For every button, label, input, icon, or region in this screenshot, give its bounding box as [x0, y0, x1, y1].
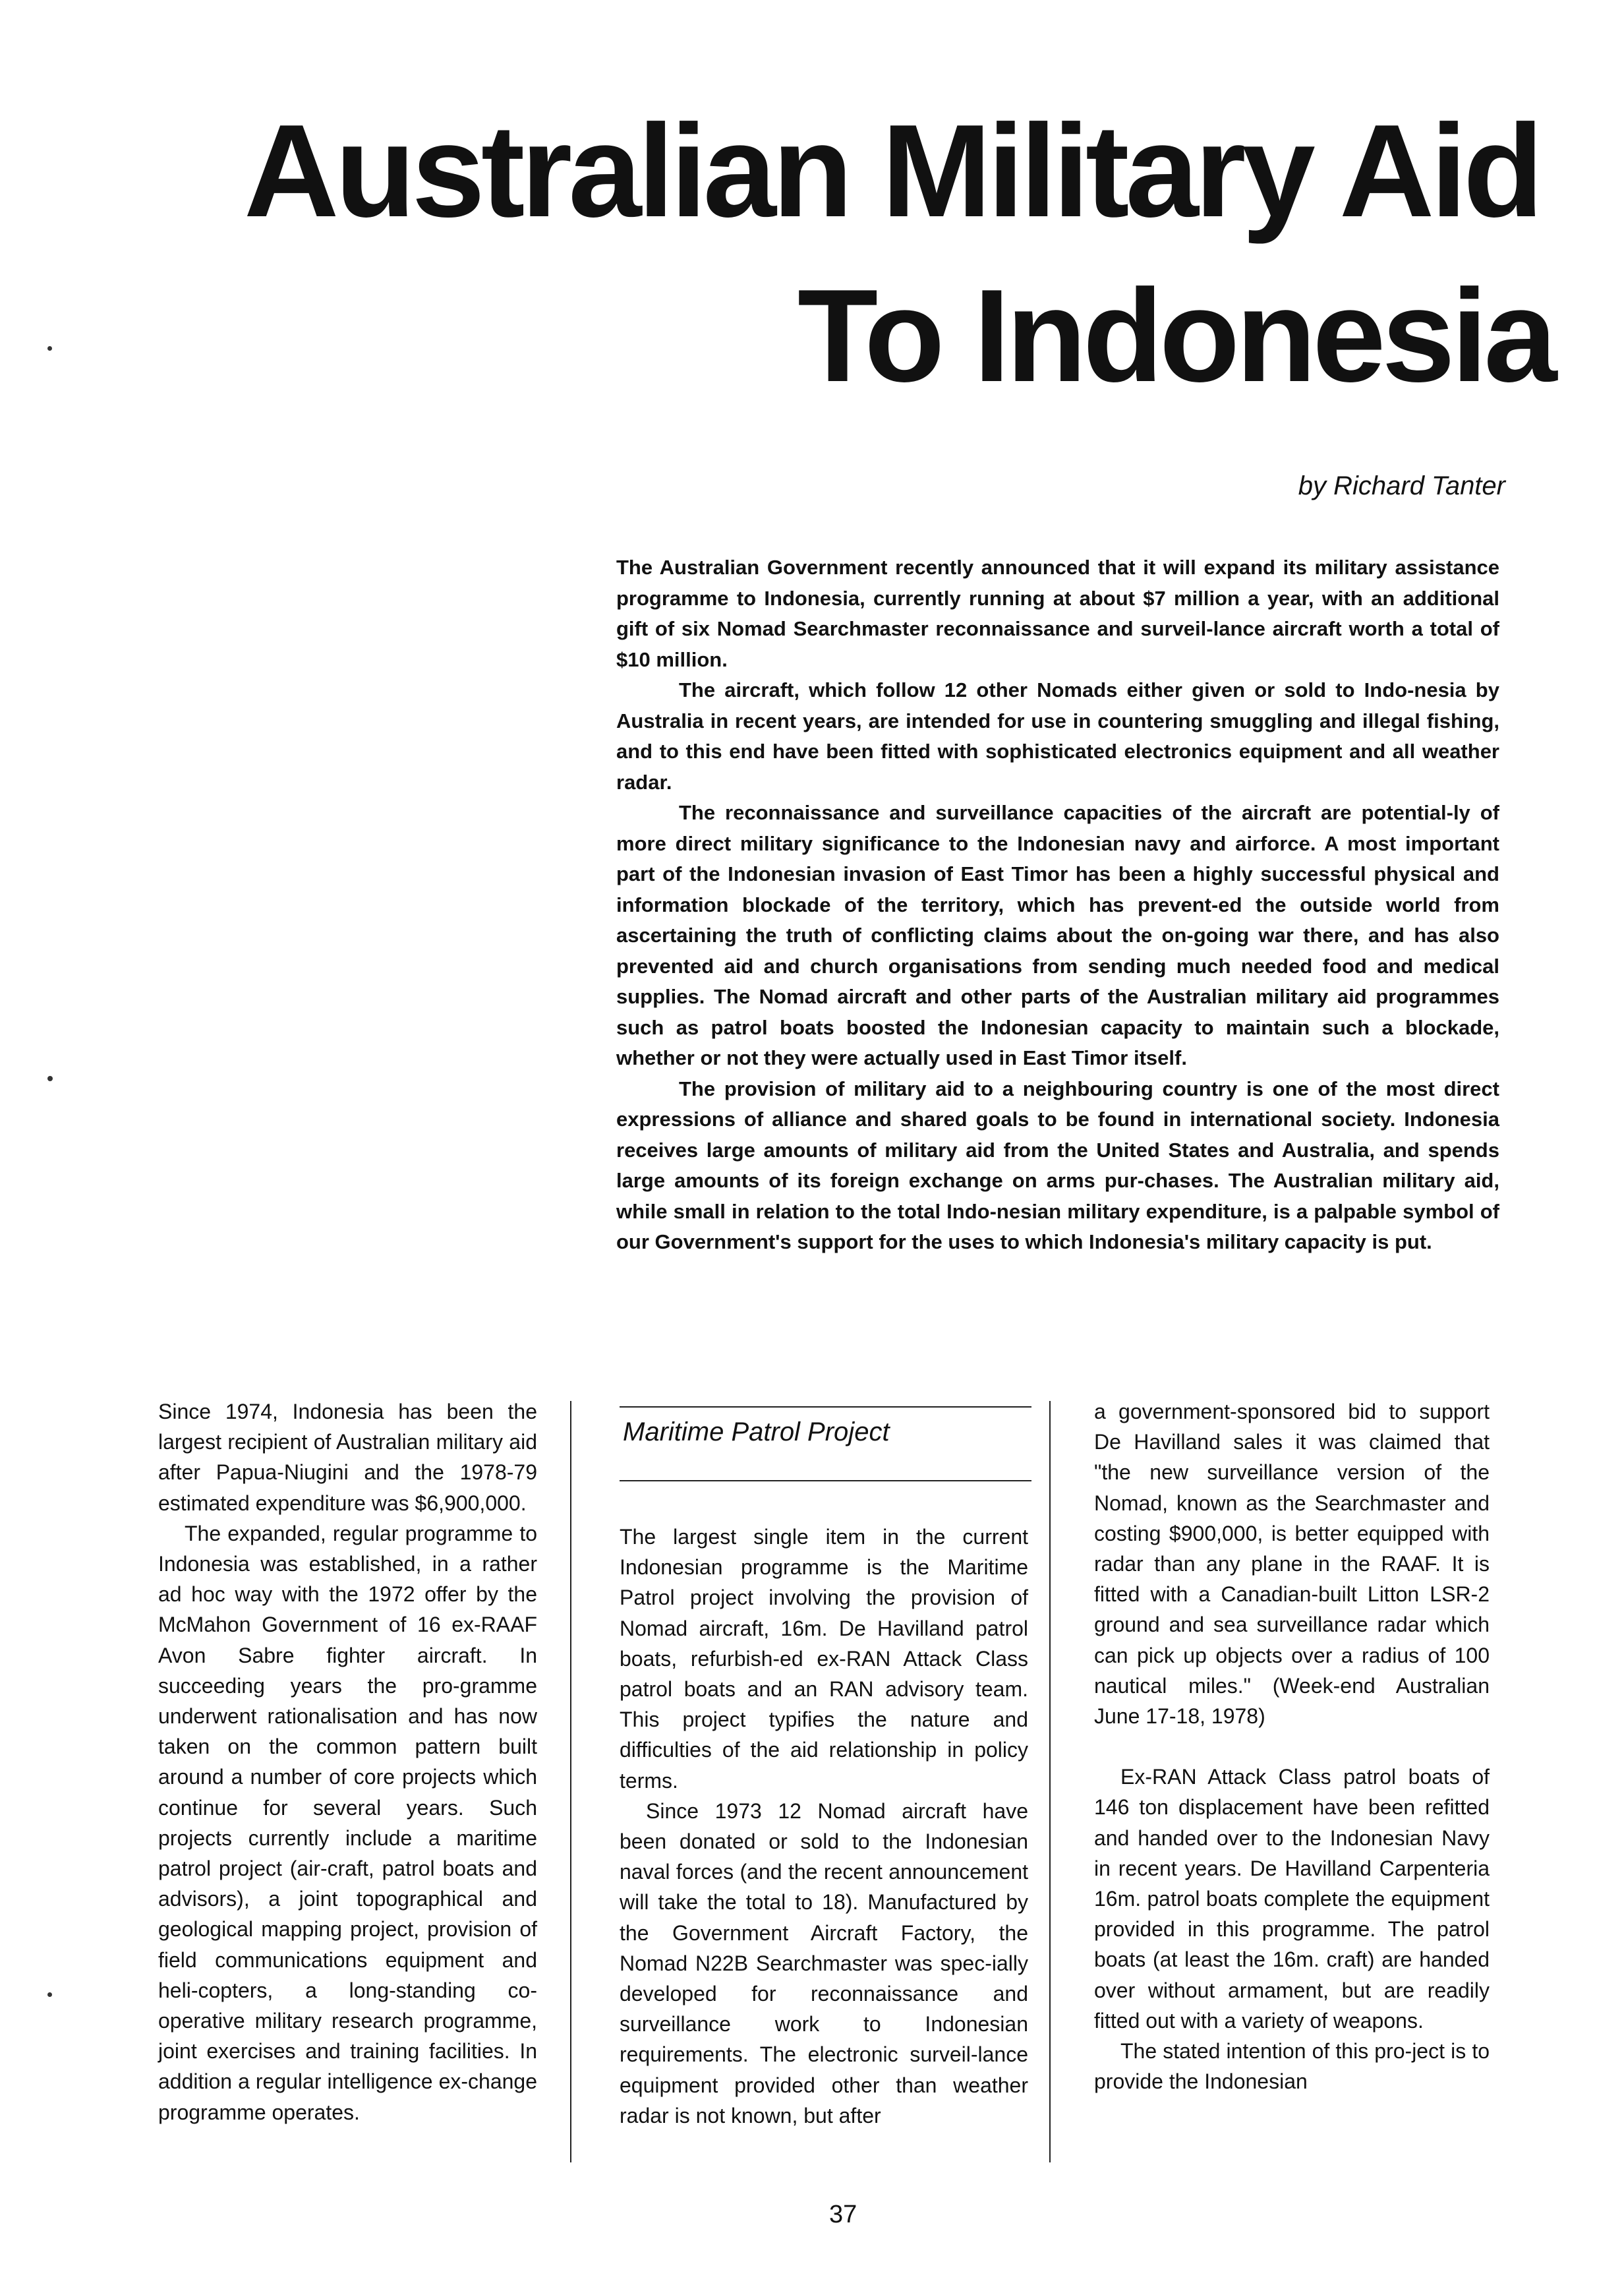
column-2-paragraph: Since 1973 12 Nomad aircraft have been donated or sold to the Indonesian naval forces (and the recent announcement will take the total to 18). Manufactured by the Government Aircraft Factory, the Nomad N22B Searchmaster was spec-ially developed for reconnaissance and surveillance work to Indonesian requirements. The electronic surveil-lance equipment provided other than weather radar is not known, but after: [620, 1798, 1028, 2127]
byline: by Richard Tanter: [1298, 471, 1505, 500]
page-number: 37: [829, 2201, 857, 2228]
column-divider: [1049, 1401, 1051, 2162]
scan-speck: [47, 1076, 53, 1081]
title-line-2: To Indonesia: [798, 262, 1553, 409]
intro-block: [616, 552, 1499, 1258]
column-divider: [570, 1401, 571, 2162]
heading-rule-bottom: [620, 1480, 1031, 1481]
section-heading: Maritime Patrol Project: [623, 1417, 890, 1446]
column-1: [158, 1396, 537, 2127]
column-3: [1094, 1396, 1490, 2096]
scan-speck: [47, 1992, 52, 1997]
column-3-paragraph: The stated intention of this pro-ject is to provide the Indonesian: [1094, 2039, 1490, 2094]
intro-paragraph: The Australian Government recently announced that it will expand its military assistance programme to Indonesia, currently running at about $7 million a year, with an additional gift of six Nomad Searchmaster reconnaissance and surveil-lance aircraft worth a total of $10 million.: [616, 556, 1499, 671]
intro-paragraph: The aircraft, which follow 12 other Nomads either given or sold to Indo-nesia by Australia in recent years, are intended for use in countering smuggling and illegal fishing, and to this end have been fitted with sophisticated electronics equipment and all weather radar.: [616, 678, 1499, 794]
column-1-paragraph: The expanded, regular programme to Indonesia was established, in a rather ad hoc way with the 1972 offer by the McMahon Government of 16 ex-RAAF Avon Sabre fighter aircraft. In succeeding years the pro-gramme underwent rationalisation and has now taken on the common pattern built around a number of core projects which continue for several years. Such projects currently include a maritime patrol project (air-craft, patrol boats and advisors), a joint topographical and geological mapping project, provision of field communications equipment and heli-copters, a long-standing co-operative military research programme, joint exercises and training facilities. In addition a regular intelligence ex-change programme operates.: [158, 1521, 537, 2124]
column-1-paragraph: Since 1974, Indonesia has been the largest recipient of Australian military aid after Papua-Niugini and the 1978-79 estimated expenditure was $6,900,000.: [158, 1400, 537, 1515]
title-line-1: Australian Military Aid: [244, 98, 1540, 245]
scan-speck: [47, 346, 52, 351]
column-2-paragraph: The largest single item in the current Indonesian programme is the Maritime Patrol project involving the provision of Nomad aircraft, 16m. De Havilland patrol boats, refurbish-ed ex-RAN Attack Class patrol boats and an RAN advisory team. This project typifies the nature and difficulties of the aid relationship in policy terms.: [620, 1525, 1028, 1793]
column-3-paragraph: Ex-RAN Attack Class patrol boats of 146 ton displacement have been refitted and handed over to the Indonesian Navy in recent years. De Havilland Carpenteria 16m. patrol boats complete the equipment provided in this programme. The patrol boats (at least the 16m. craft) are handed over without armament, but are readily fitted out with a variety of weapons.: [1094, 1765, 1490, 2033]
column-3-paragraph: a government-sponsored bid to support De Havilland sales it was claimed that "the new surveillance version of the Nomad, known as the Searchmaster and costing $900,000, is better equipped with radar than any plane in the RAAF. It is fitted with a Canadian-built Litton LSR-2 ground and sea surveillance radar which can pick up objects over a radius of 100 nautical miles." (Week-end Australian June 17-18, 1978): [1094, 1400, 1490, 1729]
intro-paragraph: The reconnaissance and surveillance capacities of the aircraft are potential-ly of more direct military significance to the Indonesian navy and airforce. A most important part of the Indonesian invasion of East Timor has been a highly successful physical and information blockade of the territory, which has prevent-ed the outside world from ascertaining the truth of conflicting claims about the on-going war there, and has also prevented aid and church organisations from sending much needed food and medical supplies. The Nomad aircraft and other parts of the Australian military aid programmes such as patrol boats boosted the Indonesian capacity to maintain such a blockade, whether or not they were actually used in East Timor itself.: [616, 801, 1499, 1069]
heading-rule-top: [620, 1406, 1031, 1408]
intro-paragraph: The provision of military aid to a neighbouring country is one of the most direct expressions of alliance and shared goals to be found in international society. Indonesia receives large amounts of military aid from the United States and Australia, and spends large amounts of its foreign exchange on arms pur-chases. The Australian military aid, while small in relation to the total Indo-nesian military expenditure, is a palpable symbol of our Government's support for the uses to which Indonesia's military capacity is put.: [616, 1077, 1499, 1253]
